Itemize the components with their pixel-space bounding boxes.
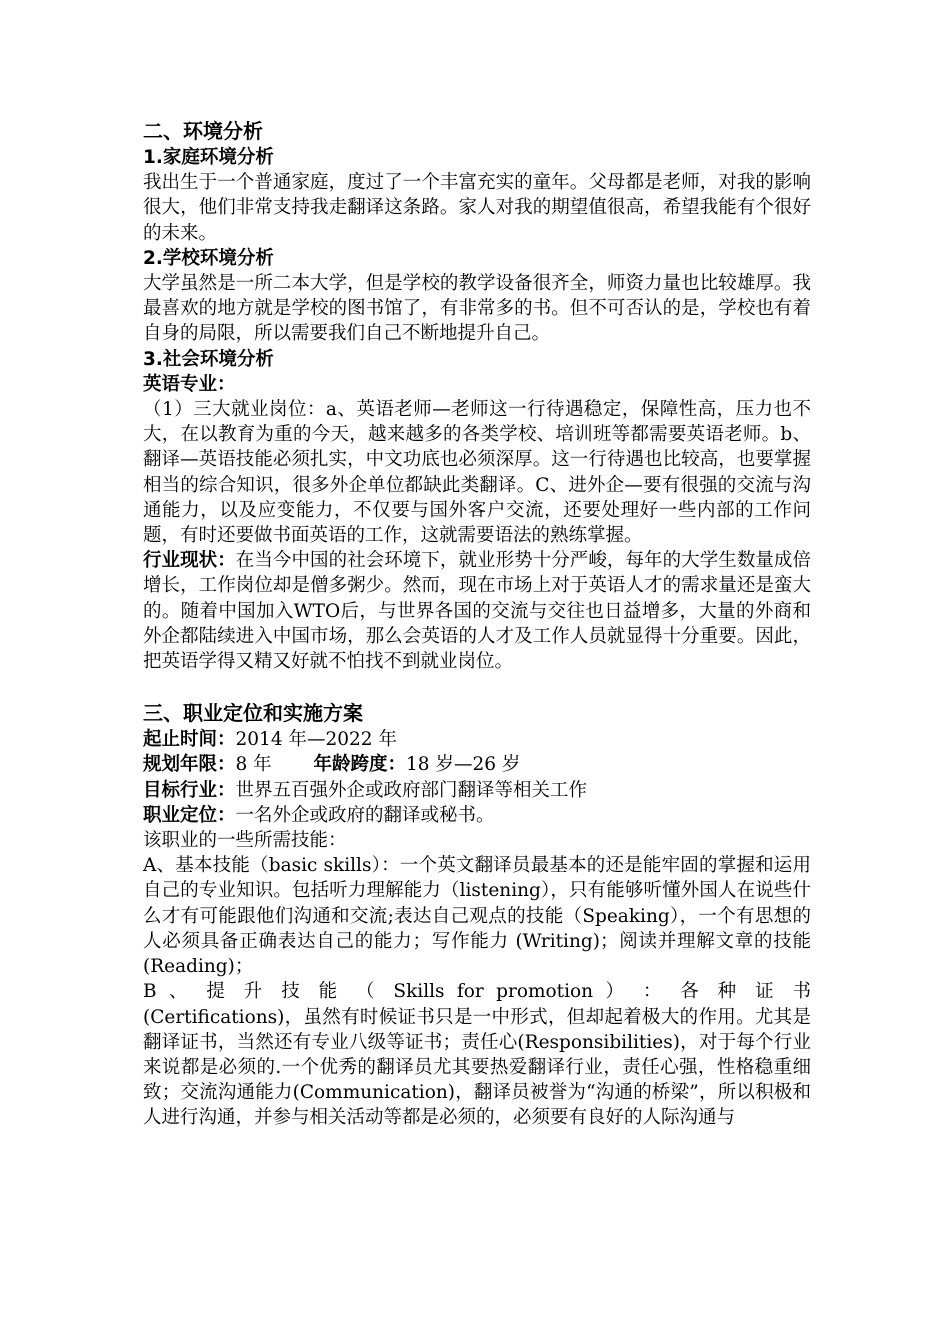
age-label: 年龄跨度： [313, 754, 407, 776]
age-value: 18 岁—26 岁 [406, 754, 521, 776]
industry-status-label: 行业现状： [143, 550, 236, 572]
position-line [143, 803, 811, 828]
industry-value: 世界五百强外企或政府部门翻译等相关工作 [235, 779, 588, 801]
skill-a-paragraph: A、基本技能（basic skills）：一个英文翻译员最基本的还是能牢固的掌握和运用自己的专业知识。包括听力理解能力（listening），只有能够听懂外国人在说些什么才有可能跟他们沟通和交流;表达自己观点的技能（Speaking），一个有思想的人必须具备正确表达自己的能力；写作能力 (Writing)；阅读并理解文章的技能 (Reading)； [143, 855, 811, 978]
school-heading: 2.学校环境分析 [143, 247, 274, 269]
skills-intro: 该职业的一些所需技能： [143, 830, 347, 852]
period-label: 起止时间： [143, 729, 236, 751]
industry-line [143, 778, 811, 803]
document-page [143, 118, 811, 1131]
school-paragraph: 大学虽然是一所二本大学，但是学校的教学设备很齐全，师资力量也比较雄厚。我最喜欢的地方就是学校的图书馆了，有非常多的书。但不可否认的是，学校也有着自身的局限，所以需要我们自己不断地提升自己。 [143, 273, 811, 345]
section-title-plan: 三、职业定位和实施方案 [143, 701, 363, 726]
family-heading: 1.家庭环境分析 [143, 147, 274, 168]
skill-b-first-line: B 、 提 升 技 能 （ Skills for promotion ） ： 各 种 证 书 [143, 981, 811, 1003]
industry-status-paragraph [143, 548, 811, 674]
skill-b-paragraph: (Certifications)，虽然有时候证书只是一中形式，但却起着极大的作用。尤其是翻译证书，当然还有专业八级等证书；责任心(Responsibilities)，对于每个行业来说都是必须的.一个优秀的翻译员尤其要热爱翻译行业，责任心强，性格稳重细致；交流沟通能力(Communication)，翻译员被誉为“沟通的桥梁”，所以积极和人进行沟通，并参与相关活动等都是必须的，必须要有良好的人际沟通与 [143, 1006, 811, 1129]
english-major-label: 英语专业： [143, 373, 236, 395]
industry-label: 目标行业： [143, 779, 236, 801]
jobs-paragraph: （1）三大就业岗位：a、英语老师—老师这一行待遇稳定，保障性高，压力也不大，在以教育为重的今天，越来越多的各类学校、培训班等都需要英语老师。b、翻译—英语技能必须扎实，中文功底也必须深厚。这一行待遇也比较高，也要掌握相当的综合知识，很多外企单位都缺此类翻译。C、进外企—要有很强的交流与沟通能力，以及应变能力，不仅要与国外客户交流，还要处理好一些内部的工作问题，有时还要做书面英语的工作，这就需要语法的熟练掌握。 [143, 399, 811, 547]
period-value: 2014 年—2022 年 [235, 729, 397, 751]
position-label: 职业定位： [143, 804, 236, 826]
period-line [143, 727, 811, 752]
position-value: 一名外企或政府的翻译或秘书。 [235, 804, 495, 826]
society-heading: 3.社会环境分析 [143, 348, 274, 370]
years-value: 8 年 [235, 754, 272, 776]
years-label: 规划年限： [143, 754, 236, 776]
section-title-environment: 二、环境分析 [143, 119, 263, 143]
industry-status-text: 在当今中国的社会环境下，就业形势十分严峻，每年的大学生数量成倍增长，工作岗位却是僧多粥少。然而，现在市场上对于英语人才的需求量还是蛮大的。随着中国加入WTO后，与世界各国的交流与交往也日益增多，大量的外商和外企都陆续进入中国市场，那么会英语的人才及工作人员就显得十分重要。因此，把英语学得又精又好就不怕找不到就业岗位。 [143, 550, 811, 673]
section-gap [143, 674, 811, 700]
years-age-line [143, 752, 811, 777]
family-paragraph: 我出生于一个普通家庭，度过了一个丰富充实的童年。父母都是老师，对我的影响很大，他们非常支持我走翻译这条路。家人对我的期望值很高，希望我能有个很好的未来。 [143, 172, 811, 244]
